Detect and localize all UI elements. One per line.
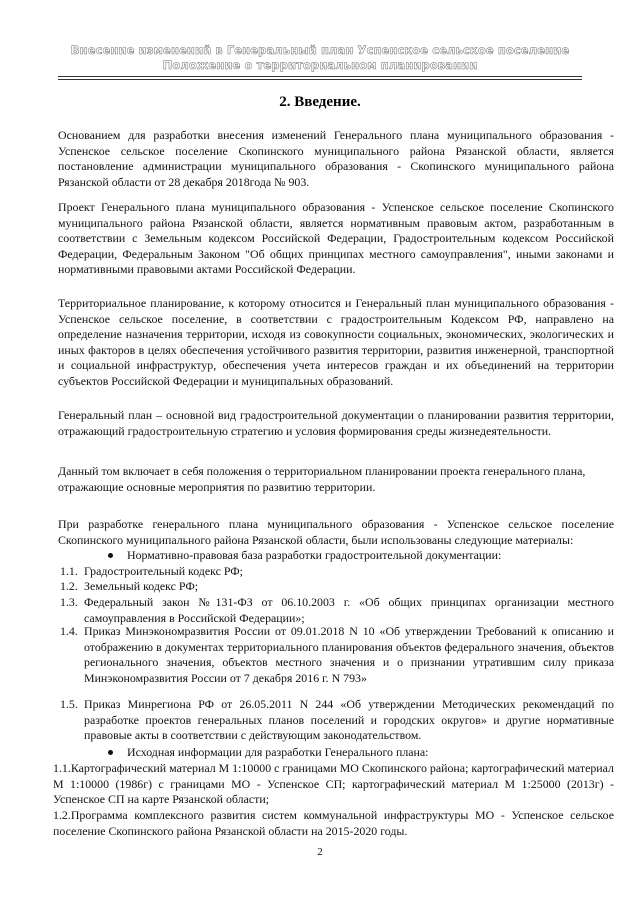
- paragraph: Генеральный план – основной вид градостроительной документации о планировании развития территории, отражающий градостроительную стратегию и условия формирования среды жизнедеятельности.: [58, 408, 614, 438]
- source-paragraph: 1.2.Программа комплексного развития систем коммунальной инфраструктуры МО - Успенское сельское поселение Скопинского района Рязанской области на 2015-2020 годы.: [53, 808, 614, 838]
- paragraph: При разработке генерального плана муниципального образования - Успенское сельское поселение Скопинского муниципального района Рязанской области, были использованы следующие материалы:: [58, 517, 614, 547]
- list-item: [58, 595, 614, 626]
- bullet-icon: [108, 553, 113, 558]
- list-item: [58, 579, 614, 595]
- list-item: [58, 624, 614, 686]
- list-number: 1.5.: [60, 697, 78, 711]
- list-item: [58, 697, 614, 744]
- paragraph: Проект Генерального плана муниципального образования - Успенское сельское поселение Скопинского муниципального района Рязанской области, является нормативным правовым актом, разработанным в соответствии с Земельным кодексом Российской Федерации, Градостроительным кодексом Российской Федерации, Федеральным Законом "Об общих принципах местного самоуправления", иными законами и нормативными правовыми актами Российской Федерации.: [58, 200, 614, 276]
- paragraph: Данный том включает в себя положения о территориальном планировании проекта генерального плана, отражающие основные мероприятия по развитию территории.: [58, 464, 586, 494]
- bullet-icon: [108, 750, 113, 755]
- running-header-line2: Положение о территориальном планировании: [162, 58, 478, 72]
- list-text: Федеральный закон №131-ФЗ от 06.10.2003 г. «Об общих принципах организации местного самоуправления в Российской Федерации»;: [84, 595, 614, 625]
- bullet-item: [108, 548, 501, 564]
- list-item: [58, 564, 614, 580]
- paragraph: Территориальное планирование, к которому относится и Генеральный план муниципального образования - Успенское сельское поселение, в соответствии с градостроительным Кодексом РФ, направлено на определение назначения территории, исходя из совокупности социальных, экономических, экологических и иных факторов в целях обеспечения устойчивого развития территории, развития инженерной, транспортной и социальной инфраструктур, обеспечения учета интересов граждан и их объединений на территории субъектов Российской Федерации и муниципальных образований.: [58, 296, 614, 388]
- bullet-item: [108, 745, 428, 761]
- list-text: Градостроительный кодекс РФ;: [84, 564, 243, 578]
- list-number: 1.4.: [60, 624, 78, 638]
- header-rule: [58, 76, 582, 77]
- bullet-text: Исходная информации для разработки Генерального плана:: [127, 745, 429, 759]
- bullet-text: Нормативно-правовая база разработки градостроительной документации:: [127, 548, 502, 562]
- list-number: 1.1.: [60, 564, 78, 578]
- list-number: 1.3.: [60, 595, 78, 609]
- running-header-line1: Внесение изменений в Генеральный план Успенское сельское поселение: [70, 43, 570, 57]
- source-paragraph: 1.1.Картографический материал М 1:10000 с границами МО Скопинского района; картографический материал М 1:10000 (1986г) с границами МО - Успенское СП; картографический материал М 1:25000 (2013г) - Успенское СП на карте Рязанской области;: [53, 761, 614, 806]
- list-text: Приказ Минэкономразвития России от 09.01.2018 N 10 «Об утверждении Требований к описанию и отображению в документах территориального планирования объектов федерального значения, объектов регионального значения, объектов местного значения и о признании утратившим силу приказа Минэкономразвития России от 7 декабря 2016 г. N 793»: [84, 624, 614, 685]
- page-number: 2: [317, 846, 323, 858]
- header-rule: [58, 79, 582, 80]
- list-text: Приказ Минрегиона РФ от 26.05.2011 N 244 «Об утверждении Методических рекомендаций по разработке проектов генеральных планов поселений и городских округов» и другие нормативные правовые акты в соответствии с действующим законодательством.: [84, 697, 614, 742]
- section-title: 2. Введение.: [279, 94, 361, 110]
- paragraph: Основанием для разработки внесения изменений Генерального плана муниципального образования - Успенское сельское поселение Скопинского муниципального района Рязанской области, является постановление администрации муниципального образования - Скопинского муниципального района Рязанской области от 28 декабря 2018года № 903.: [58, 128, 614, 189]
- list-number: 1.2.: [60, 579, 78, 593]
- list-text: Земельный кодекс РФ;: [84, 579, 199, 593]
